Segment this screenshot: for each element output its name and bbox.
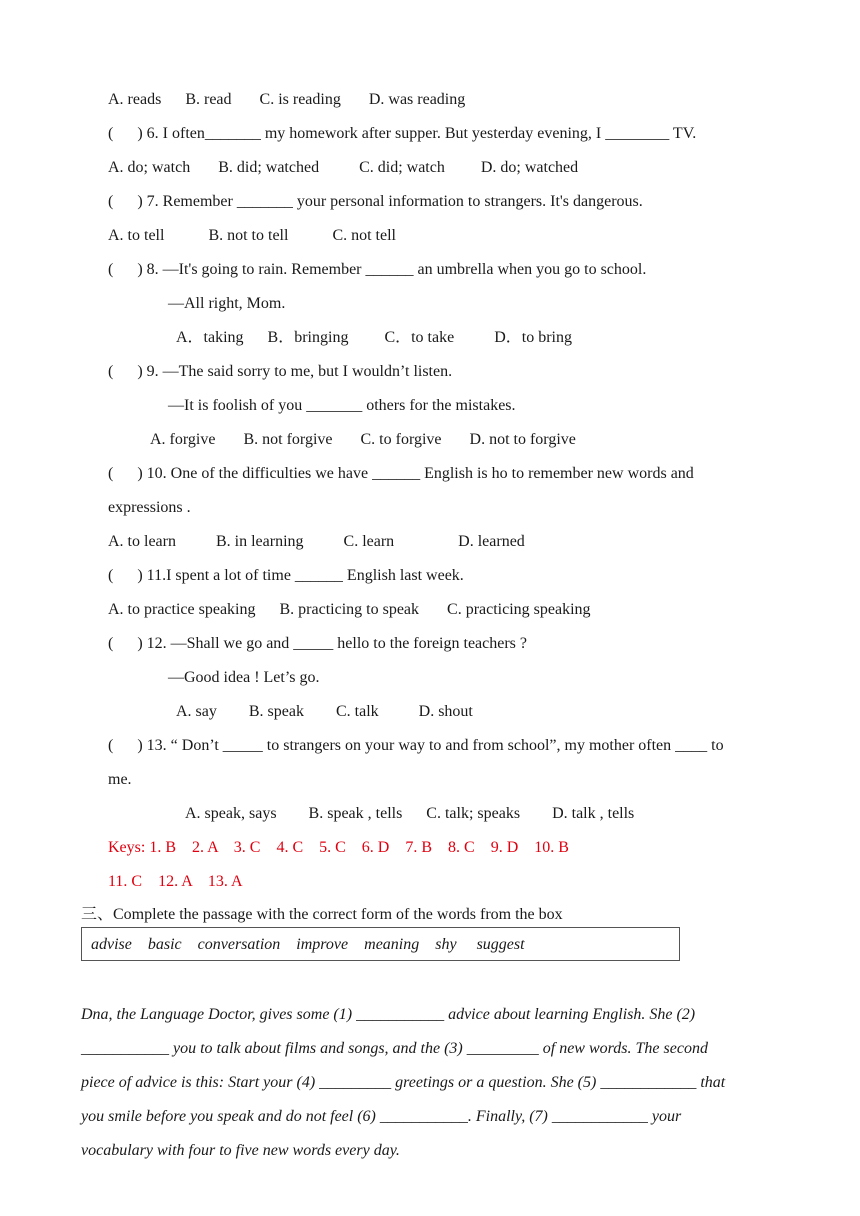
word-box [81,927,680,961]
answer-keys-line-2: 11. C 12. A 13. A [108,873,243,890]
question-13: ( ) 13. “ Don’t _____ to strangers on your way to and from school”, my mother often ____ to [108,737,724,754]
q13-options: A. speak, says B. speak , tells C. talk; speaks D. talk , tells [185,805,635,822]
passage-line-3: piece of advice is this: Start your (4) _________ greetings or a question. She (5) ____________ that [81,1074,726,1091]
q12-reply: —Good idea ! Let’s go. [168,669,320,686]
word-box-words: advise basic conversation improve meaning shy suggest [91,936,525,953]
q8-options: A．taking B．bringing C．to take D．to bring [176,329,572,346]
q10-options: A. to learn B. in learning C. learn D. learned [108,533,525,550]
question-7: ( ) 7. Remember _______ your personal information to strangers. It's dangerous. [108,193,643,210]
q12-options: A. say B. speak C. talk D. shout [176,703,473,720]
q5-options: A. reads B. read C. is reading D. was reading [108,91,466,108]
question-9: ( ) 9. —The said sorry to me, but I wouldn’t listen. [108,363,453,380]
question-8: ( ) 8. —It's going to rain. Remember ______ an umbrella when you go to school. [108,261,647,278]
question-6: ( ) 6. I often_______ my homework after supper. But yesterday evening, I ________ TV. [108,125,697,142]
answer-keys-line-1: Keys: 1. B 2. A 3. C 4. C 5. C 6. D 7. B 8. C 9. D 10. B [108,839,569,856]
q9-reply: —It is foolish of you _______ others for the mistakes. [168,397,516,414]
question-10: ( ) 10. One of the difficulties we have ______ English is ho to remember new words and [108,465,694,482]
q6-options: A. do; watch B. did; watched C. did; watch D. do; watched [108,159,579,176]
question-12: ( ) 12. —Shall we go and _____ hello to the foreign teachers ? [108,635,527,652]
passage-line-2: ___________ you to talk about films and songs, and the (3) _________ of new words. The second [81,1040,708,1057]
question-13-continued: me. [108,771,132,788]
q9-options: A. forgive B. not forgive C. to forgive D. not to forgive [150,431,576,448]
q11-options: A. to practice speaking B. practicing to speak C. practicing speaking [108,601,591,618]
question-10-continued: expressions . [108,499,191,516]
passage-line-1: Dna, the Language Doctor, gives some (1) ___________ advice about learning English. She (2) [81,1006,696,1023]
q7-options: A. to tell B. not to tell C. not tell [108,227,396,244]
passage-line-4: you smile before you speak and do not feel (6) ___________. Finally, (7) ____________ your [81,1108,682,1125]
passage-line-5: vocabulary with four to five new words every day. [81,1142,400,1159]
section-3-heading: 三、Complete the passage with the correct form of the words from the box [81,906,563,923]
q8-reply: —All right, Mom. [168,295,286,312]
question-11: ( ) 11.I spent a lot of time ______ English last week. [108,567,464,584]
